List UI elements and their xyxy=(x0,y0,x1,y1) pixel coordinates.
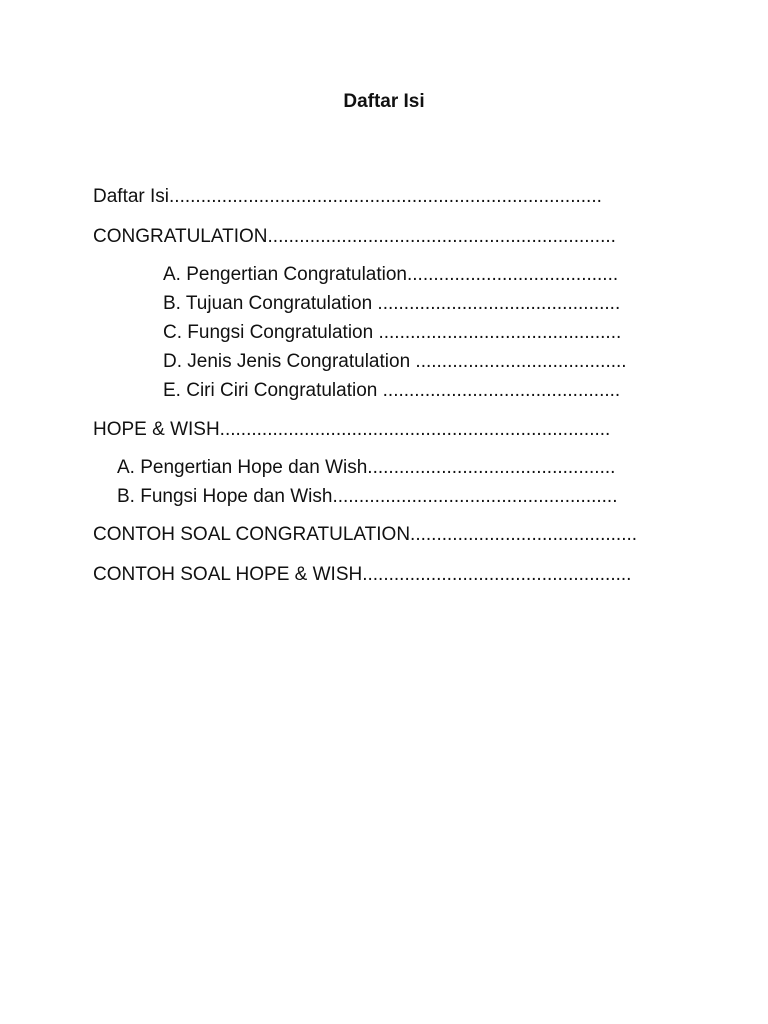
toc-subentry-pengertian-hope-wish: A. Pengertian Hope dan Wish............................................... xyxy=(117,457,616,478)
toc-entry-hope-wish: HOPE & WISH.......................................................................... xyxy=(93,419,611,440)
toc-entry-contoh-soal-congratulation: CONTOH SOAL CONGRATULATION........................................... xyxy=(93,524,638,545)
toc-subentry-fungsi-congratulation: C. Fungsi Congratulation .............................................. xyxy=(163,322,622,343)
toc-subentry-pengertian-congratulation: A. Pengertian Congratulation........................................ xyxy=(163,264,619,285)
toc-entry-daftar-isi: Daftar Isi.................................................................................. xyxy=(93,186,602,207)
toc-subentry-tujuan-congratulation: B. Tujuan Congratulation .............................................. xyxy=(163,293,621,314)
toc-entry-contoh-soal-hope-wish: CONTOH SOAL HOPE & WISH................................................... xyxy=(93,564,632,585)
toc-subentry-ciri-congratulation: E. Ciri Ciri Congratulation ............................................. xyxy=(163,380,621,401)
toc-entry-congratulation: CONGRATULATION.................................................................. xyxy=(93,226,616,247)
page-title: Daftar Isi xyxy=(343,91,425,112)
toc-subentry-fungsi-hope-wish: B. Fungsi Hope dan Wish...................................................... xyxy=(117,486,618,507)
toc-subentry-jenis-congratulation: D. Jenis Jenis Congratulation ........................................ xyxy=(163,351,627,372)
